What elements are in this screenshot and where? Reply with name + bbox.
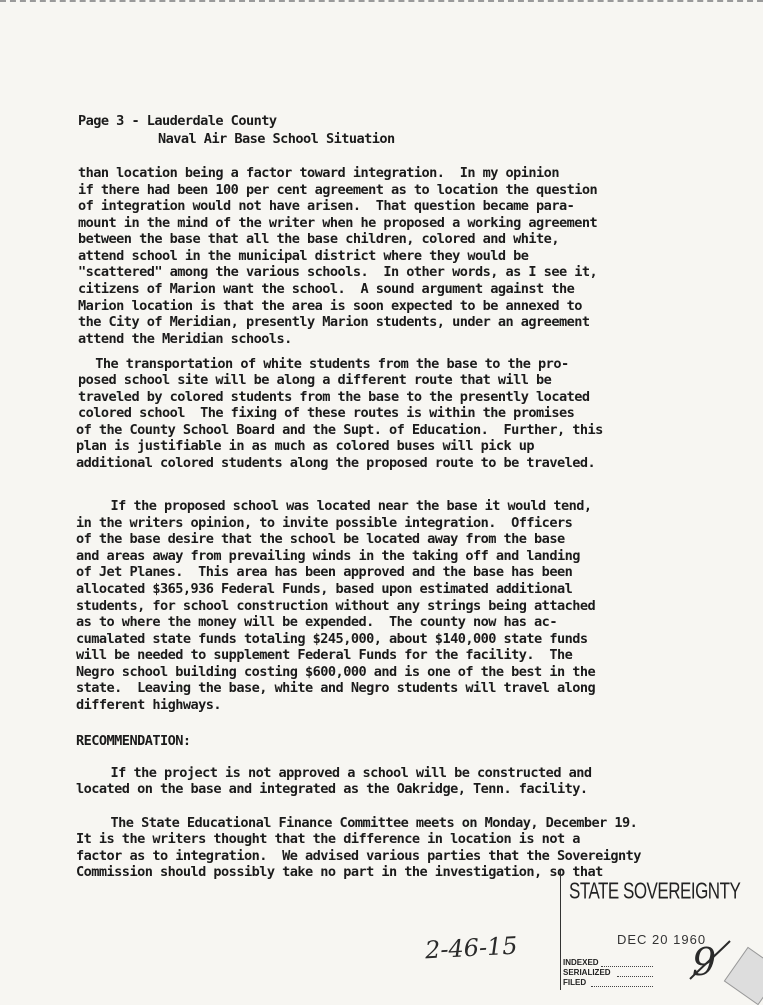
body-line: if there had been 100 per cent agreement as to location the question <box>78 182 598 198</box>
body-line: located on the base and integrated as the Oakridge, Tenn. facility. <box>76 781 588 797</box>
body-line: It is the writers thought that the difference in location is not a <box>76 831 580 847</box>
stamp-indexed-dots <box>601 966 653 967</box>
body-line: Marion location is that the area is soon expected to be annexed to <box>78 298 582 314</box>
page-header-line-1: Page 3 - Lauderdale County <box>78 113 277 129</box>
body-line: allocated $365,936 Federal Funds, based upon estimated additional <box>76 581 573 597</box>
stamp-date: DEC 20 1960 <box>617 932 707 947</box>
body-line: as to where the money will be expended. The county now has ac- <box>76 614 557 630</box>
body-line: students, for school construction without any strings being attached <box>76 598 596 614</box>
stamp-indexed: INDEXED <box>563 958 599 967</box>
body-line: between the base that all the base children, colored and white, <box>78 231 559 247</box>
body-line: than location being a factor toward integration. In my opinion <box>78 165 559 181</box>
body-line: the City of Meridian, presently Marion students, under an agreement <box>78 314 590 330</box>
body-line: plan is justifiable in as much as colored buses will pick up <box>76 438 535 454</box>
body-line: citizens of Marion want the school. A sound argument against the <box>78 281 575 297</box>
body-line: The transportation of white students from the base to the pro- <box>80 356 569 372</box>
body-line: of the County School Board and the Supt. of Education. Further, this <box>76 422 603 438</box>
body-line: "scattered" among the various schools. In other words, as I see it, <box>78 264 598 280</box>
page-mark-text: 9 <box>692 940 717 984</box>
body-line: colored school The fixing of these routes is within the promises <box>78 405 575 421</box>
body-line: Negro school building costing $600,000 and is one of the best in the <box>76 664 596 680</box>
body-line: state. Leaving the base, white and Negro students will travel along <box>76 680 596 696</box>
body-line: Commission should possibly take no part in the investigation, so that <box>76 864 603 880</box>
body-line: of Jet Planes. This area has been approved and the base has been <box>76 564 573 580</box>
body-line: traveled by colored students from the base to the presently located <box>78 389 590 405</box>
body-line: attend the Meridian schools. <box>78 331 292 347</box>
body-line: RECOMMENDATION: <box>76 733 191 749</box>
body-line: in the writers opinion, to invite possible integration. Officers <box>76 515 573 531</box>
body-line: posed school site will be along a different route that will be <box>78 372 552 388</box>
body-line: will be needed to supplement Federal Funds for the facility. The <box>76 647 573 663</box>
body-line: If the proposed school was located near the base it would tend, <box>80 498 592 514</box>
handwritten-file-number: 2-46-15 <box>424 931 519 965</box>
stamp-title: STATE SOVEREIGNTY <box>569 878 741 904</box>
body-line: factor as to integration. We advised various parties that the Sovereignty <box>76 848 641 864</box>
stamp-serialized-dots <box>617 976 653 977</box>
body-line: additional colored students along the proposed route to be traveled. <box>76 455 596 471</box>
body-line: attend school in the municipal district where they would be <box>78 248 529 264</box>
body-line: cumalated state funds totaling $245,000, about $140,000 state funds <box>76 631 588 647</box>
body-line: of the base desire that the school be located away from the base <box>76 531 565 547</box>
body-line: and areas away from prevailing winds in the taking off and landing <box>76 548 580 564</box>
body-line: different highways. <box>76 697 222 713</box>
stamp-filed: FILED <box>563 978 587 987</box>
page-header-line-2: Naval Air Base School Situation <box>158 131 395 147</box>
stamp-filed-dots <box>591 986 653 987</box>
stamp-serialized: SERIALIZED <box>563 968 611 977</box>
body-line: of integration would not have arisen. That question became para- <box>78 198 575 214</box>
body-line: mount in the mind of the writer when he proposed a working agreement <box>78 215 598 231</box>
body-line: If the project is not approved a school will be constructed and <box>80 765 592 781</box>
body-line: The State Educational Finance Committee meets on Monday, December 19. <box>80 815 638 831</box>
